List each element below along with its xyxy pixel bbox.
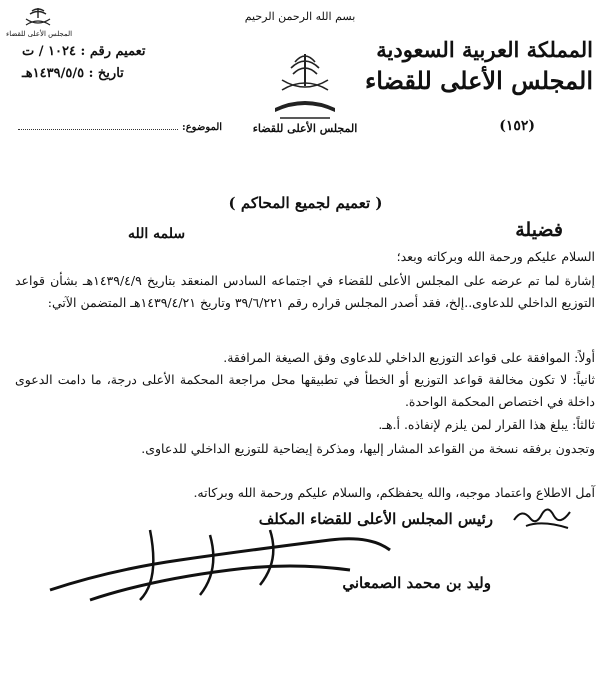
item-third: ثالثاً: يبلغ هذا القرار لمن يلزم لإنفاذه. أ.هـ. — [378, 417, 595, 432]
palm-swords-logo-icon — [18, 6, 58, 28]
paragraph-intro: إشارة لما تم عرضه على المجلس الأعلى للقضاء في اجتماعه السادس المنعقد بتاريخ ١٤٣٩/٤/٩هـ بشأن قواعد التوزيع الداخلي للدعاوى..إلخ، فقد أصدر المجلس قراره رقم ٣٩/٦/٢٢١ وتاريخ ١٤٣٩/٤/٢١هـ المتضمن الآتي: — [15, 273, 595, 310]
header-number: (١٥٢) — [499, 118, 535, 134]
circular-date: تاريخ : ١٤٣٩/٥/٥هـ — [22, 66, 124, 81]
blessing: سلمه الله — [128, 226, 186, 242]
subject-dots — [18, 121, 178, 130]
greeting: السلام عليكم ورحمة الله وبركاته وبعد؛ — [396, 249, 595, 264]
council-name: المجلس الأعلى للقضاء — [364, 66, 593, 95]
circular-number: تعميم رقم : ١٠٢٤ / ت — [22, 44, 146, 59]
paragraph-attachment: وتجدون برفقه نسخة من القواعد المشار إليها، ومذكرة إيضاحية للتوزيع الداخلي للدعاوى. — [141, 441, 595, 456]
subject-line — [18, 121, 222, 133]
document-title: ( تعميم لجميع المحاكم ) — [228, 194, 383, 212]
closing: آمل الاطلاع واعتماد موجبه، والله يحفظكم، والسلام عليكم ورحمة الله وبركاته. — [193, 485, 595, 500]
basmala: بسم الله الرحمن الرحيم — [244, 10, 356, 23]
honorific: فضيلة — [515, 219, 563, 241]
subject-label: الموضوع: — [182, 122, 223, 133]
council-emblem-icon — [260, 46, 350, 126]
item-second: ثانياً: لا تكون مخالفة قواعد التوزيع أو الخطأ في تطبيقها محل مراجعة المحكمة الأعلى درجة، ما دامت الدعوى داخلة في اختصاص المحكمة الواحدة. — [15, 372, 595, 409]
signatory-name: وليد بن محمد الصمعاني — [342, 574, 491, 592]
initials-signature-icon — [508, 498, 580, 534]
kingdom-name: المملكة العربية السعودية — [376, 37, 593, 62]
signatory-title: رئيس المجلس الأعلى للقضاء المكلف — [258, 510, 493, 528]
emblem-caption: المجلس الأعلى للقضاء — [252, 122, 358, 135]
small-logo-caption: المجلس الأعلى للقضاء — [5, 30, 73, 38]
item-first: أولاً: الموافقة على قواعد التوزيع الداخلي للدعاوى وفق الصيغة المرافقة. — [223, 350, 595, 365]
handwritten-signature-icon — [30, 500, 410, 620]
